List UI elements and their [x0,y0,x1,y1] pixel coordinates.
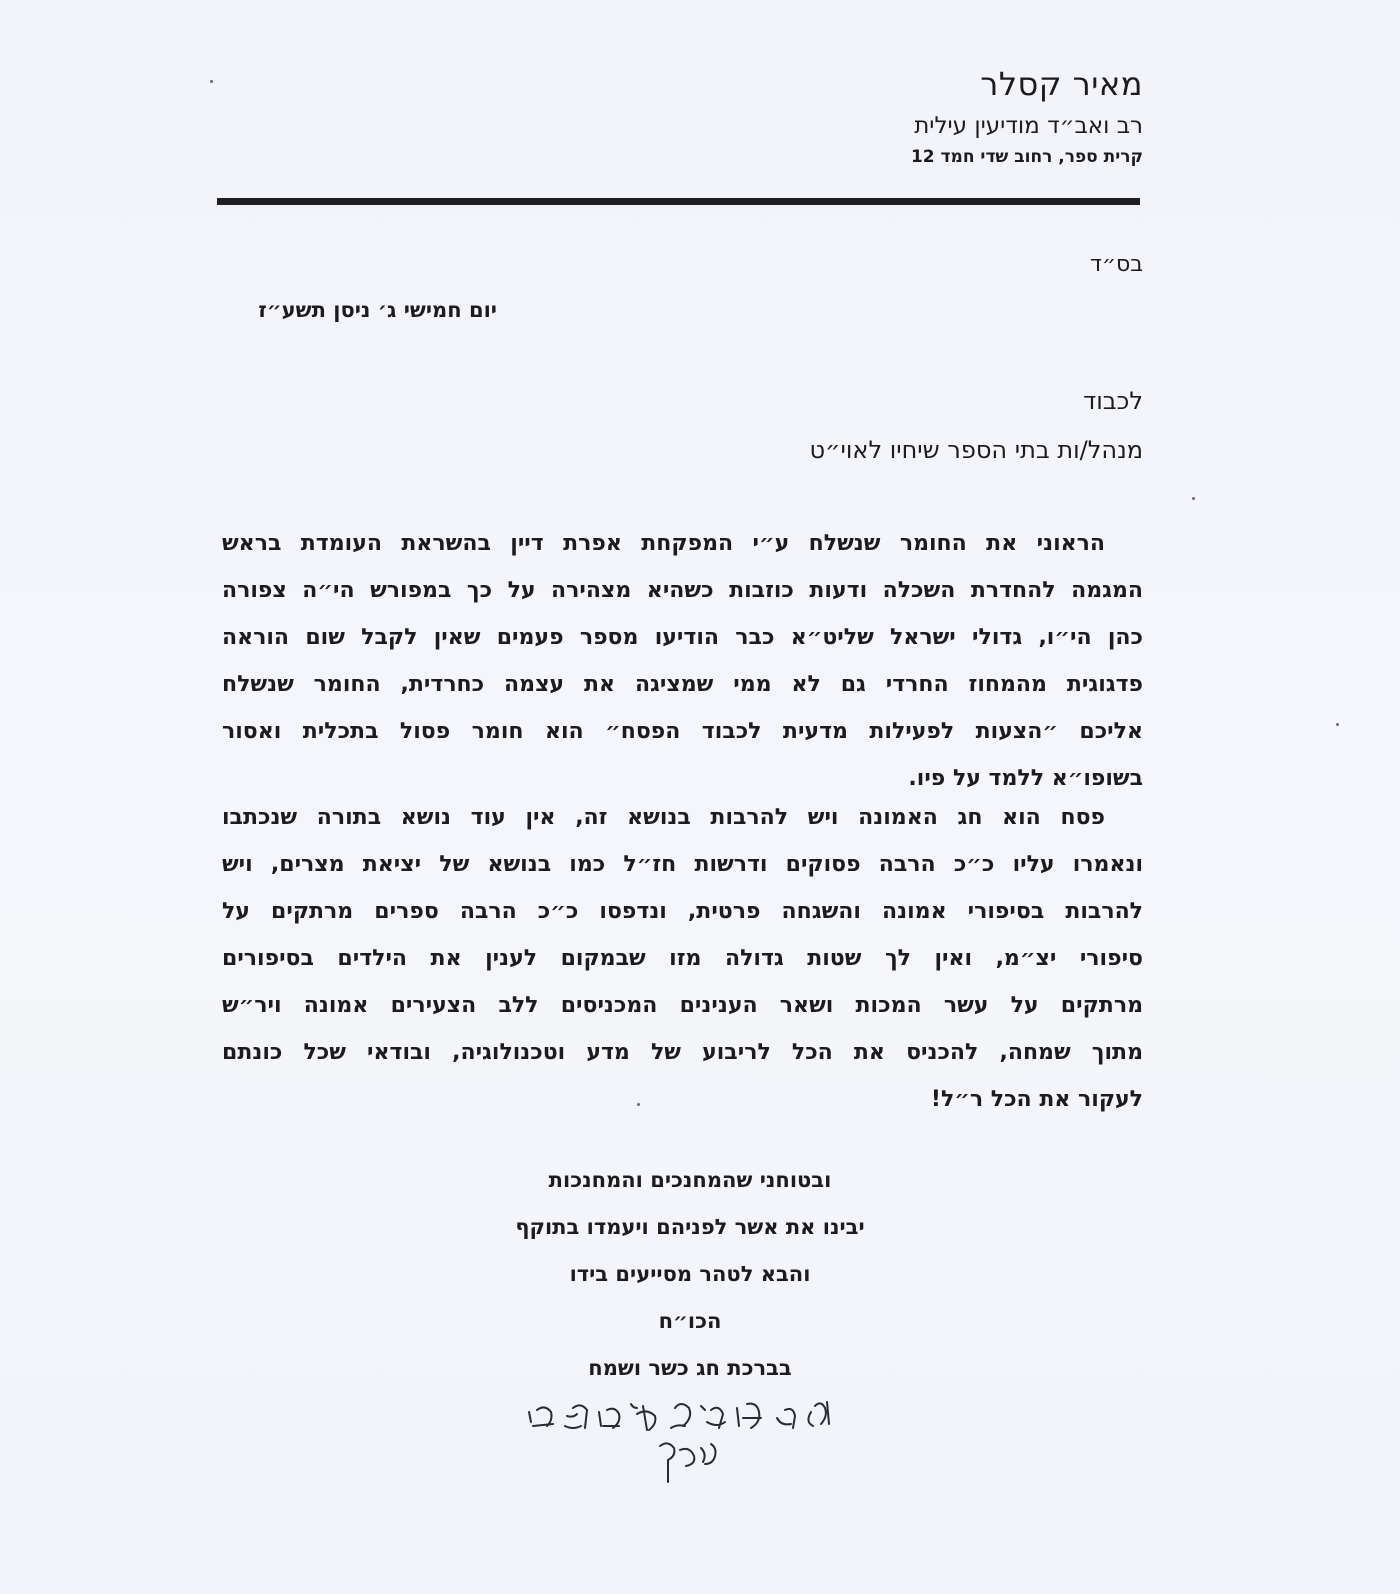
body-line: המגמה להחדרת השכלה ודעות כוזבות כשהיא מצהירה על כך במפורש הי״ה צפורה [222,578,1143,603]
body-line: סיפורי יצ״מ, ואין לך שטות גדולה מזו שבמקום לענין את הילדים בסיפורים [222,946,1143,971]
body-line: לעקור את הכל ר״ל! [930,1087,1143,1112]
scan-speck [637,1103,640,1106]
closing-line: והבא לטהר מסייעים בידו [569,1262,811,1286]
letterhead-divider [217,198,1140,205]
letterhead-address: קרית ספר, רחוב שדי חמד 12 [910,147,1143,167]
letterhead-title: רב ואב״ד מודיעין עילית [914,113,1143,139]
body-line: אליכם ״הצעות לפעילות מדעית לכבוד הפסח״ הוא חומר פסול בתכלית ואסור [222,719,1143,744]
recipient-line: מנהל/ות בתי הספר שיחיו לאוי״ט [809,436,1143,464]
body-line: מתוך שמחה, להכניס את הכל לריבוע של מדע וטכנולוגיה, ובודאי שכל כונתם [222,1040,1143,1065]
scan-speck [1336,723,1339,726]
scan-speck [210,80,213,83]
letter-date: יום חמישי ג׳ ניסן תשע״ז [258,298,497,322]
letterhead-name: מאיר קסלר [980,65,1143,103]
closing-line: בברכת חג כשר ושמח [588,1356,792,1380]
body-line: פדגוגית מהמחוז החרדי גם לא ממי שמציגה את עצמה כחרדית, החומר שנשלח [222,672,1143,697]
closing-line: ובטוחני שהמחנכים והמחנכות [548,1168,832,1192]
body-line: בשופו״א ללמד על פיו. [908,766,1143,791]
handwritten-signature [515,1388,855,1493]
closing-line: יבינו את אשר לפניהם ויעמדו בתוקף [515,1215,865,1239]
body-line: להרבות בסיפורי אמונה והשגחה פרטית, ונדפסו כ״כ הרבה ספרים מרתקים על [222,899,1143,924]
body-line: ונאמרו עליו כ״כ הרבה פסוקים ודרשות חז״ל כמו בנושא של יציאת מצרים, ויש [222,852,1143,877]
body-line: כהן הי״ו, גדולי ישראל שליט״א כבר הודיעו מספר פעמים שאין לקבל שום הוראה [222,625,1143,650]
bsd-heading: בס״ד [1089,252,1143,277]
letterhead [543,62,1143,172]
body-paragraph-2 [222,794,1143,1123]
scan-speck [1192,497,1195,500]
body-line: מרתקים על עשר המכות ושאר הענינים המכניסים ללב הצעירים אמונה ויר״ש [222,993,1143,1018]
closing-line: הכו״ח [658,1309,722,1333]
body-line: פסח הוא חג האמונה ויש להרבות בנושא זה, אין עוד נושא בתורה שנכתבו [222,805,1105,830]
body-paragraph-1 [222,520,1143,802]
salutation-label: לכבוד [1083,387,1143,415]
body-line: הראוני את החומר שנשלח ע״י המפקחת אפרת דיין בהשראת העומדת בראש [222,531,1105,556]
closing-block [430,1157,950,1392]
